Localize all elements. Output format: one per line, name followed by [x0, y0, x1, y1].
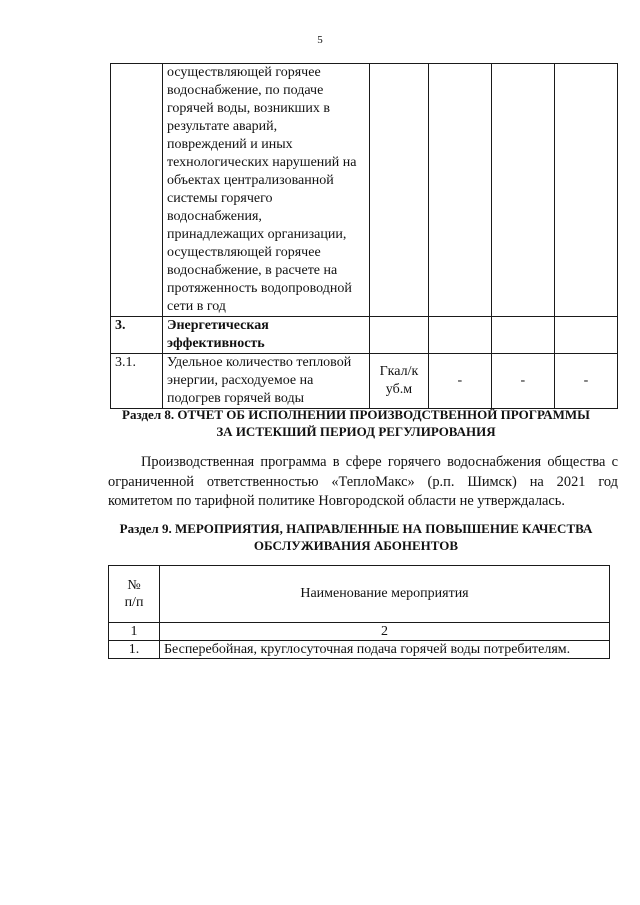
page-number: 5	[317, 34, 323, 46]
unit-cell	[370, 317, 429, 354]
column-number: 2	[160, 623, 610, 641]
value-cell: -	[554, 354, 617, 409]
table-row	[111, 317, 618, 354]
indicators-table-continued	[110, 63, 618, 409]
indicator-description: Удельное количество тепловой энергии, расходуемое на подогрев горячей воды	[163, 354, 370, 409]
section8-paragraph: Производственная программа в сфере горячего водоснабжения общества с ограниченной ответственностью «ТеплоМакс» (р.п. Шимск) на 2021 год комитетом по тарифной политике Новгородской области не утверждалась.	[108, 454, 618, 509]
unit-cell: Гкал/к уб.м	[370, 354, 429, 409]
indicator-description: осуществляющей горячее водоснабжение, по подаче горячей воды, возникших в результате аварий, повреждений и иных технологических нарушений на объектах централизованной системы горячего водоснабжения, принадлежащих организации, осуществляющей горячее водоснабжение, в расчете на протяженность водопроводной сети в год	[163, 64, 370, 317]
section8-heading: Раздел 8. ОТЧЕТ ОБ ИСПОЛНЕНИИ ПРОИЗВОДСТВЕННОЙ ПРОГРАММЫ ЗА ИСТЕКШИЙ ПЕРИОД РЕГУЛИРОВАНИЯ	[122, 407, 590, 439]
value-cell	[554, 64, 617, 317]
section9-heading: Раздел 9. МЕРОПРИЯТИЯ, НАПРАВЛЕННЫЕ НА ПОВЫШЕНИЕ КАЧЕСТВА ОБСЛУЖИВАНИЯ АБОНЕНТОВ	[119, 521, 593, 553]
row-number-cell: 3.	[111, 317, 163, 354]
row-number-cell: 1.	[109, 641, 160, 659]
value-cell: -	[491, 354, 554, 409]
column-header-measure: Наименование мероприятия	[160, 566, 610, 623]
table-row	[111, 354, 618, 409]
table-row	[111, 64, 618, 317]
unit-cell	[370, 64, 429, 317]
value-cell	[491, 317, 554, 354]
indicator-group-title: Энергетическая эффективность	[163, 317, 370, 354]
value-cell: -	[428, 354, 491, 409]
value-cell	[428, 317, 491, 354]
measures-table	[108, 565, 610, 659]
value-cell	[491, 64, 554, 317]
column-number: 1	[109, 623, 160, 641]
column-header-number: № п/п	[109, 566, 160, 623]
measure-name: Бесперебойная, круглосуточная подача горячей воды потребителям.	[160, 641, 610, 659]
value-cell	[554, 317, 617, 354]
row-number-cell	[111, 64, 163, 317]
value-cell	[428, 64, 491, 317]
column-numbers-row	[109, 623, 610, 641]
table-row	[109, 641, 610, 659]
table-header-row	[109, 566, 610, 623]
row-number-cell: 3.1.	[111, 354, 163, 409]
